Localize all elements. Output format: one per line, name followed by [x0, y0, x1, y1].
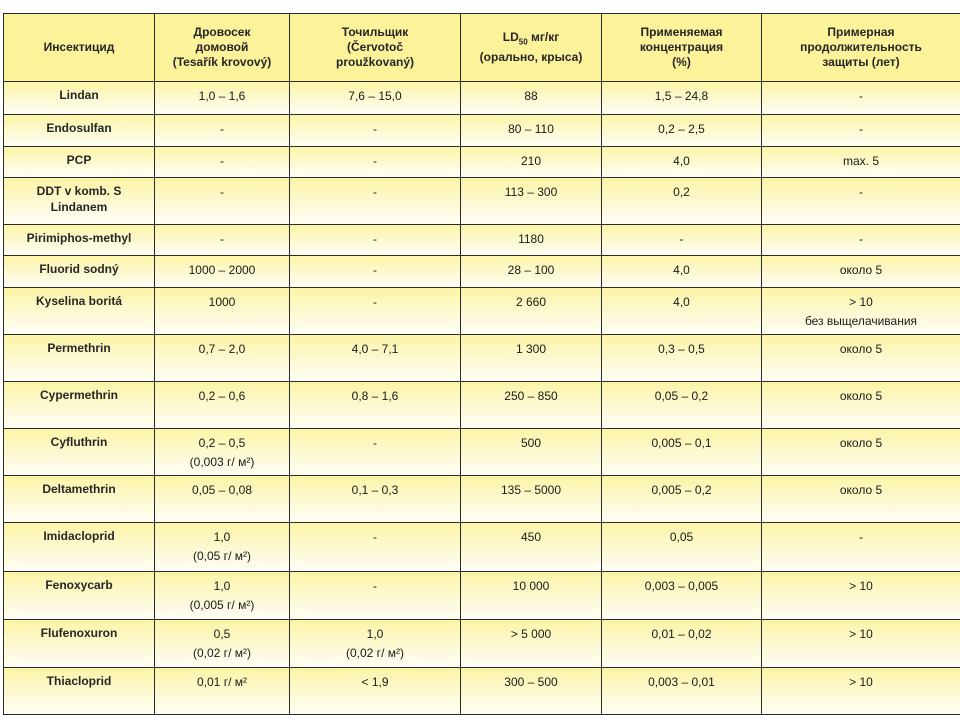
concentration-cell: 0,01 – 0,02 — [602, 620, 762, 668]
insecticide-name-cell: Pirimiphos-methyl — [4, 225, 155, 256]
table-row — [4, 620, 960, 668]
ld50-cell: 80 – 110 — [461, 115, 602, 147]
table-row — [4, 572, 960, 620]
longhorn-beetle-cell: 0,2 – 0,5 (0,003 г/ м²) — [155, 429, 290, 476]
concentration-cell: 0,005 – 0,1 — [602, 429, 762, 476]
furniture-beetle-cell: - — [290, 225, 461, 256]
insecticide-name-cell: Flufenoxuron — [4, 620, 155, 668]
ld50-cell: 10 000 — [461, 572, 602, 620]
protection-duration-cell: около 5 — [762, 256, 960, 288]
ld50-cell: 1180 — [461, 225, 602, 256]
ld50-cell: 500 — [461, 429, 602, 476]
table-row — [4, 288, 960, 335]
furniture-beetle-cell: - — [290, 256, 461, 288]
furniture-beetle-cell: 4,0 – 7,1 — [290, 335, 461, 382]
longhorn-beetle-cell: 0,2 – 0,6 — [155, 382, 290, 429]
ld50-cell: 300 – 500 — [461, 668, 602, 715]
longhorn-beetle-cell: 1000 – 2000 — [155, 256, 290, 288]
insecticide-name-cell: Cyfluthrin — [4, 429, 155, 476]
furniture-beetle-cell: - — [290, 429, 461, 476]
header-concentration: Применяемая концентрация (%) — [602, 14, 762, 82]
ld50-cell: 210 — [461, 147, 602, 178]
furniture-beetle-cell: - — [290, 572, 461, 620]
insecticide-name-cell: Imidacloprid — [4, 523, 155, 572]
insecticide-name-cell: Endosulfan — [4, 115, 155, 147]
ld50-cell: 1 300 — [461, 335, 602, 382]
protection-duration-cell: > 10 — [762, 572, 960, 620]
insecticide-name-cell: Lindan — [4, 82, 155, 115]
table-row — [4, 115, 960, 147]
insecticide-name-cell: Kyselina boritá — [4, 288, 155, 335]
concentration-cell: 0,05 – 0,2 — [602, 382, 762, 429]
longhorn-beetle-cell: 1,0 (0,005 г/ м²) — [155, 572, 290, 620]
ld50-cell: 450 — [461, 523, 602, 572]
protection-duration-cell: - — [762, 82, 960, 115]
insecticide-name-cell: Cypermethrin — [4, 382, 155, 429]
table-row — [4, 178, 960, 225]
protection-duration-cell: > 10 без выщелачивания — [762, 288, 960, 335]
ld50-cell: 113 – 300 — [461, 178, 602, 225]
longhorn-beetle-cell: 1000 — [155, 288, 290, 335]
ld50-cell: 88 — [461, 82, 602, 115]
furniture-beetle-cell: 1,0 (0,02 г/ м²) — [290, 620, 461, 668]
table-row — [4, 225, 960, 256]
table-row — [4, 82, 960, 115]
longhorn-beetle-cell: 0,05 – 0,08 — [155, 476, 290, 523]
insecticide-name-cell: Thiacloprid — [4, 668, 155, 715]
protection-duration-cell: > 10 — [762, 668, 960, 715]
ld50-cell: 2 660 — [461, 288, 602, 335]
protection-duration-cell: около 5 — [762, 382, 960, 429]
header-protection-duration: Примерная продолжительность защиты (лет) — [762, 14, 960, 82]
longhorn-beetle-cell: - — [155, 225, 290, 256]
protection-duration-cell: - — [762, 178, 960, 225]
ld50-label: $LD_{50}$ мг/кг — [502, 30, 560, 47]
insecticide-name-cell: Deltamethrin — [4, 476, 155, 523]
concentration-cell: 4,0 — [602, 256, 762, 288]
concentration-cell: 0,005 – 0,2 — [602, 476, 762, 523]
concentration-cell: 4,0 — [602, 288, 762, 335]
insecticide-table — [3, 13, 960, 715]
table-header-row — [4, 14, 960, 82]
table-row — [4, 382, 960, 429]
insecticide-name-cell: Permethrin — [4, 335, 155, 382]
concentration-cell: 0,2 – 2,5 — [602, 115, 762, 147]
longhorn-beetle-cell: 0,01 г/ м² — [155, 668, 290, 715]
protection-duration-cell: - — [762, 225, 960, 256]
furniture-beetle-cell: - — [290, 523, 461, 572]
concentration-cell: 4,0 — [602, 147, 762, 178]
longhorn-beetle-cell: 1,0 – 1,6 — [155, 82, 290, 115]
protection-duration-cell: около 5 — [762, 429, 960, 476]
insecticide-name-cell: Fenoxycarb — [4, 572, 155, 620]
protection-duration-cell: > 10 — [762, 620, 960, 668]
furniture-beetle-cell: - — [290, 288, 461, 335]
ld50-cell: 28 – 100 — [461, 256, 602, 288]
table-row — [4, 476, 960, 523]
longhorn-beetle-cell: 0,5 (0,02 г/ м²) — [155, 620, 290, 668]
insecticide-name-cell: Fluorid sodný — [4, 256, 155, 288]
protection-duration-cell: около 5 — [762, 476, 960, 523]
table-row — [4, 256, 960, 288]
concentration-cell: 1,5 – 24,8 — [602, 82, 762, 115]
protection-duration-cell: около 5 — [762, 335, 960, 382]
longhorn-beetle-cell: - — [155, 115, 290, 147]
protection-duration-cell: - — [762, 115, 960, 147]
furniture-beetle-cell: 0,1 – 0,3 — [290, 476, 461, 523]
concentration-cell: 0,003 – 0,005 — [602, 572, 762, 620]
ld50-cell: > 5 000 — [461, 620, 602, 668]
concentration-cell: - — [602, 225, 762, 256]
ld50-cell: 250 – 850 — [461, 382, 602, 429]
concentration-cell: 0,2 — [602, 178, 762, 225]
protection-duration-cell: max. 5 — [762, 147, 960, 178]
insecticide-name-cell: PCP — [4, 147, 155, 178]
concentration-cell: 0,3 – 0,5 — [602, 335, 762, 382]
header-furniture-beetle: Точильщик (Červotoč proužkovaný) — [290, 14, 461, 82]
insecticide-name-cell: DDT v komb. S Lindanem — [4, 178, 155, 225]
ld50-cell: 135 – 5000 — [461, 476, 602, 523]
table-row — [4, 668, 960, 715]
table-row — [4, 335, 960, 382]
concentration-cell: 0,003 – 0,01 — [602, 668, 762, 715]
longhorn-beetle-cell: - — [155, 147, 290, 178]
header-longhorn-beetle: Дровосек домовой (Tesařík krovový) — [155, 14, 290, 82]
furniture-beetle-cell: - — [290, 178, 461, 225]
furniture-beetle-cell: 0,8 – 1,6 — [290, 382, 461, 429]
table-row — [4, 147, 960, 178]
longhorn-beetle-cell: 0,7 – 2,0 — [155, 335, 290, 382]
furniture-beetle-cell: 7,6 – 15,0 — [290, 82, 461, 115]
table-row — [4, 429, 960, 476]
header-ld50: $LD_{50}$ мг/кг (орально, крыса) — [461, 14, 602, 82]
protection-duration-cell: - — [762, 523, 960, 572]
longhorn-beetle-cell: - — [155, 178, 290, 225]
longhorn-beetle-cell: 1,0 (0,05 г/ м²) — [155, 523, 290, 572]
furniture-beetle-cell: - — [290, 115, 461, 147]
table-row — [4, 523, 960, 572]
furniture-beetle-cell: - — [290, 147, 461, 178]
concentration-cell: 0,05 — [602, 523, 762, 572]
header-insecticide: Инсектицид — [4, 14, 155, 82]
furniture-beetle-cell: < 1,9 — [290, 668, 461, 715]
